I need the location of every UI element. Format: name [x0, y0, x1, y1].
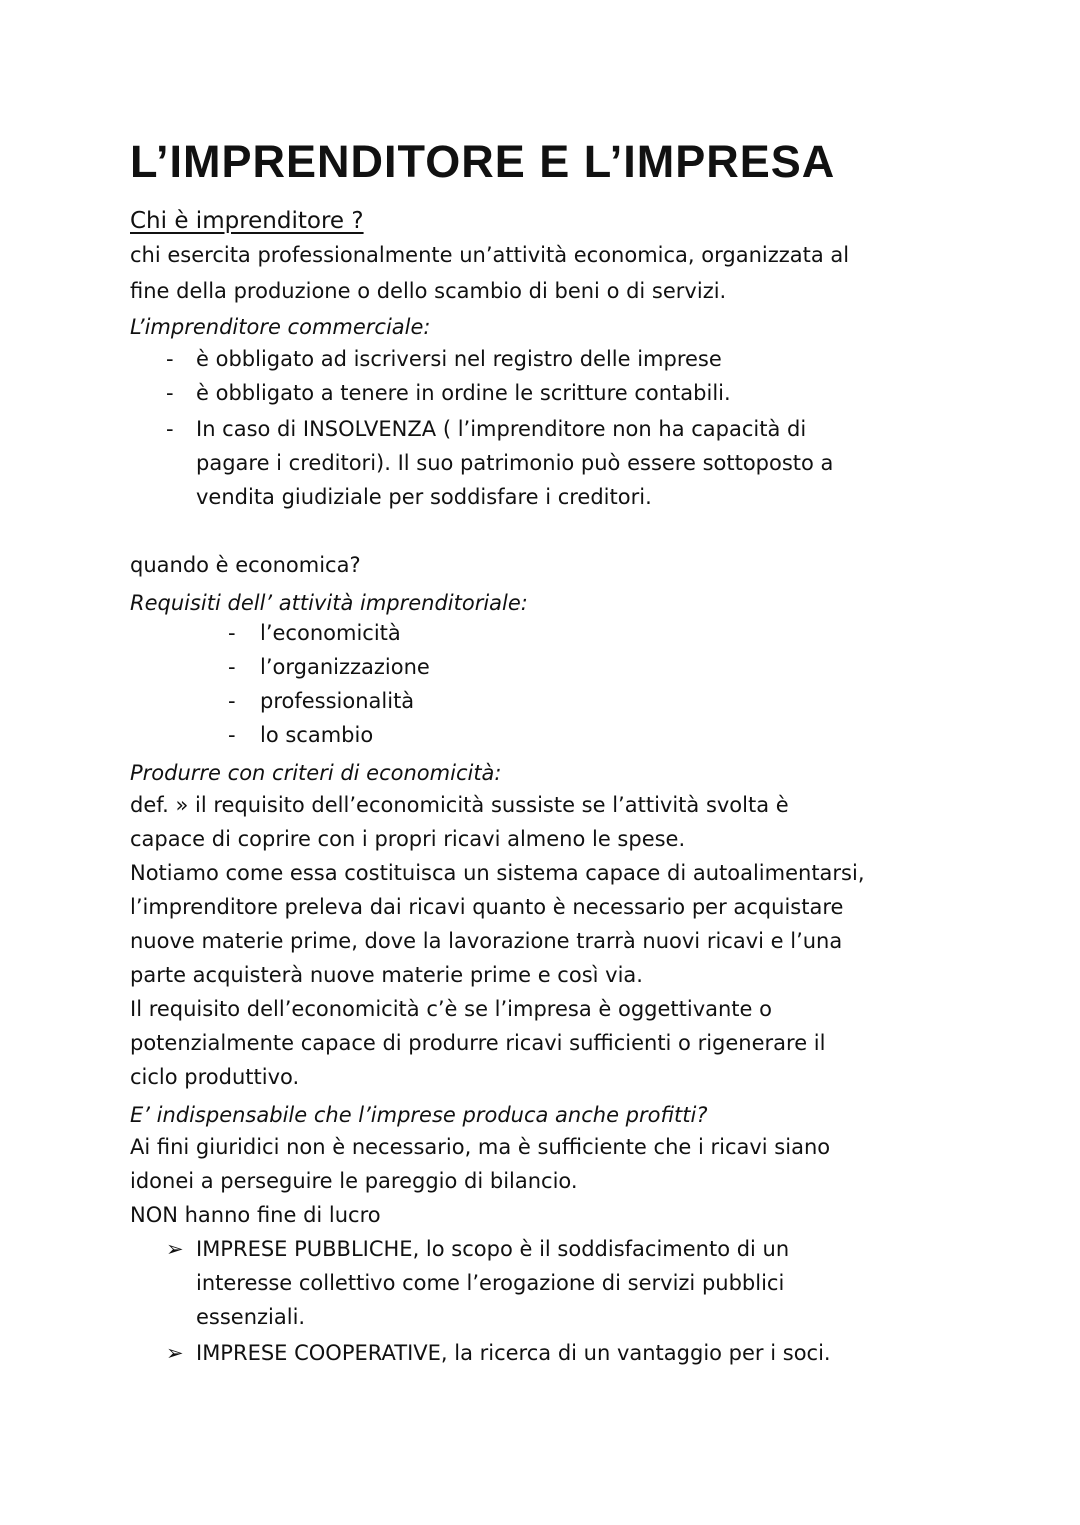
paragraph-line: ciclo produttivo. [130, 1065, 300, 1089]
nonprofit-item: IMPRESE COOPERATIVE, la ricerca di un vantaggio per i soci. [196, 1341, 831, 1365]
nonprofit-item-continued: interesse collettivo come l’erogazione di servizi pubblici [196, 1271, 785, 1295]
obligation-item: è obbligato a tenere in ordine le scritture contabili. [196, 381, 731, 405]
obligation-item: In caso di INSOLVENZA ( l’imprenditore non ha capacità di [196, 417, 807, 441]
paragraph-line: Ai fini giuridici non è necessario, ma è sufficiente che i ricavi siano [130, 1135, 831, 1159]
bullet-dash: - [228, 621, 236, 645]
paragraph-line: idonei a perseguire le pareggio di bilancio. [130, 1169, 578, 1193]
page-title: L’IMPRENDITORE E L’IMPRESA [130, 136, 836, 187]
commercial-entrepreneur-label: L’imprenditore commerciale: [130, 315, 431, 339]
paragraph-line: NON hanno fine di lucro [130, 1203, 381, 1227]
nonprofit-item: IMPRESE PUBBLICHE, lo scopo è il soddisfacimento di un [196, 1237, 790, 1261]
requirement-item: lo scambio [260, 723, 374, 747]
bullet-dash: - [228, 655, 236, 679]
paragraph-line: Il requisito dell’economicità c’è se l’impresa è oggettivante o [130, 997, 772, 1021]
arrow-bullet-icon: ➢ [166, 1341, 184, 1365]
nonprofit-item-continued: essenziali. [196, 1305, 306, 1329]
paragraph-line: potenzialmente capace di produrre ricavi sufficienti o rigenerare il [130, 1031, 826, 1055]
paragraph-line: l’imprenditore preleva dai ricavi quanto è necessario per acquistare [130, 895, 844, 919]
bullet-dash: - [166, 381, 174, 405]
paragraph-line: capace di coprire con i propri ricavi almeno le spese. [130, 827, 686, 851]
obligation-item-continued: vendita giudiziale per soddisfare i creditori. [196, 485, 652, 509]
paragraph-line: nuove materie prime, dove la lavorazione trarrà nuovi ricavi e l’una [130, 929, 843, 953]
arrow-bullet-icon: ➢ [166, 1237, 184, 1261]
question-economic: quando è economica? [130, 553, 361, 577]
profit-question: E’ indispensabile che l’imprese produca anche profitti? [130, 1103, 708, 1127]
paragraph-line: Notiamo come essa costituisca un sistema capace di autoalimentarsi, [130, 861, 865, 885]
obligation-item: è obbligato ad iscriversi nel registro delle imprese [196, 347, 722, 371]
requirement-item: l’organizzazione [260, 655, 430, 679]
bullet-dash: - [228, 723, 236, 747]
definition-line-1: chi esercita professionalmente un’attività economica, organizzata al [130, 243, 850, 267]
paragraph-line: parte acquisterà nuove materie prime e così via. [130, 963, 643, 987]
bullet-dash: - [166, 417, 174, 441]
requirement-item: l’economicità [260, 621, 401, 645]
paragraph-line: def. » il requisito dell’economicità sussiste se l’attività svolta è [130, 793, 789, 817]
bullet-dash: - [228, 689, 236, 713]
requirements-label: Requisiti dell’ attività imprenditoriale: [130, 591, 528, 615]
obligation-item-continued: pagare i creditori). Il suo patrimonio può essere sottoposto a [196, 451, 834, 475]
requirement-item: professionalità [260, 689, 415, 713]
section-heading-chi-e-imprenditore: Chi è imprenditore ? [130, 208, 364, 234]
definition-line-2: fine della produzione o dello scambio di beni o di servizi. [130, 279, 727, 303]
bullet-dash: - [166, 347, 174, 371]
economicity-label: Produrre con criteri di economicità: [130, 761, 502, 785]
